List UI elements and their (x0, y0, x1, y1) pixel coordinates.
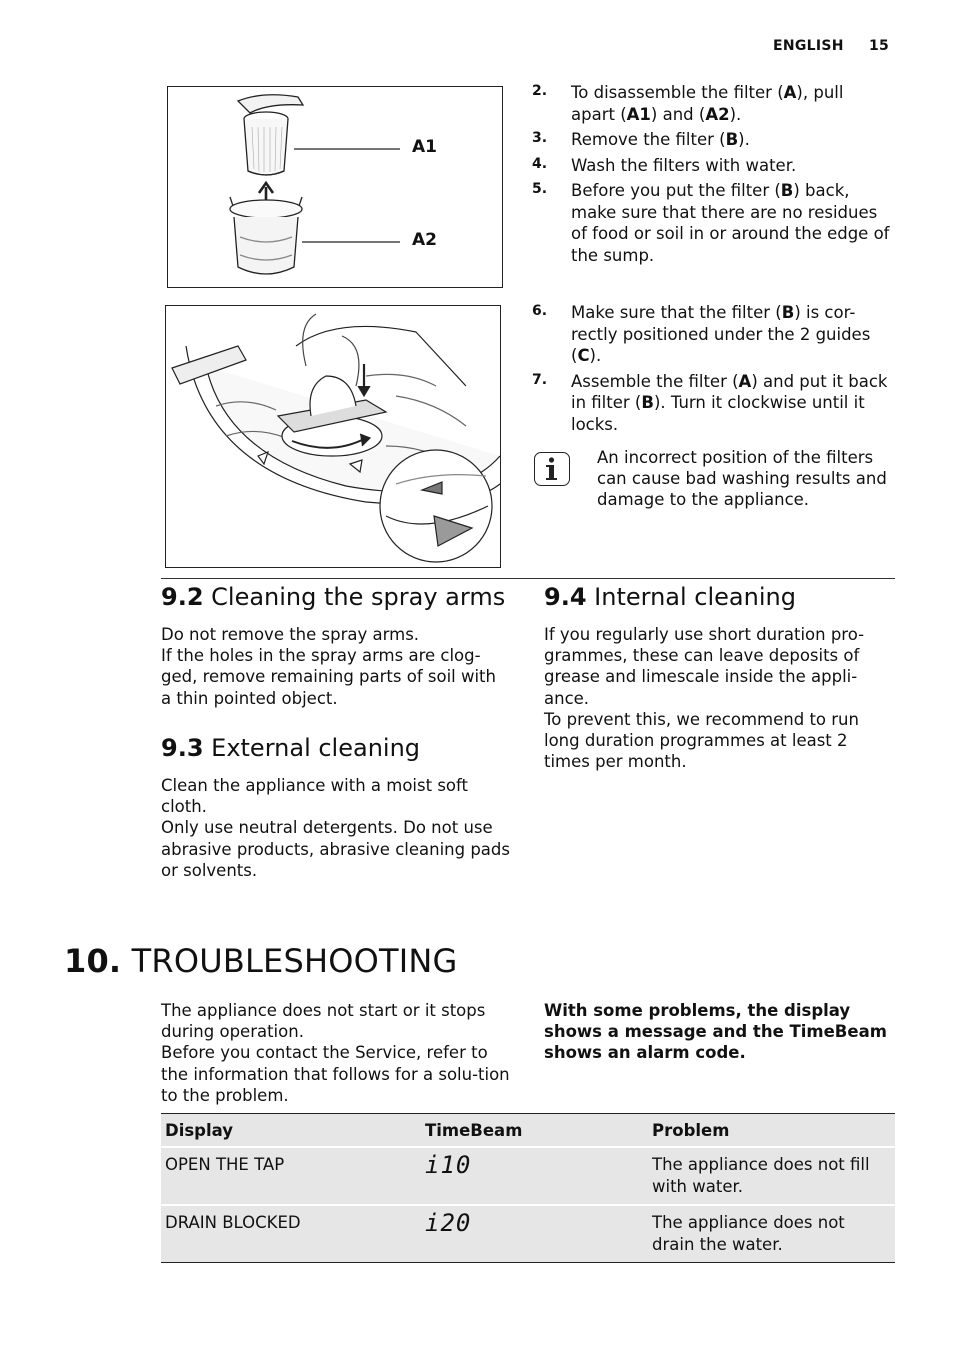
table-header-row (161, 1114, 895, 1148)
page-number: 15 (869, 38, 890, 54)
step-item (532, 82, 892, 125)
label-a1: A1 (412, 137, 437, 157)
section-9-2-number: 9.2 (161, 583, 204, 611)
column-header-problem: Problem (648, 1114, 895, 1148)
step-item (532, 371, 892, 436)
troubleshooting-alarm-note: With some problems, the display shows a message and the TimeBeam shows an alarm code. (544, 1001, 887, 1063)
troubleshooting-intro-paragraph-2: Before you contact the Service, refer to the information that follows for a solu-tion to the problem. (161, 1043, 510, 1105)
chapter-10-number: 10. (64, 942, 122, 980)
section-9-4-title: Internal cleaning (594, 583, 796, 611)
section-9-4-paragraph-1: If you regularly use short duration pro-grammes, these can leave deposits of grease and limescale inside the appli-ance. (544, 625, 865, 708)
label-a2: A2 (412, 230, 437, 250)
section-9-3-heading (161, 733, 420, 763)
section-9-2-paragraph-2: If the holes in the spray arms are clog-ged, remove remaining parts of soil with a thin pointed object. (161, 646, 496, 708)
step-text: Before you put the filter (B) back, make sure that there are no residues of food or soil in or around the edge of the sump. (571, 181, 890, 265)
cell-display: OPEN THE TAP (161, 1147, 421, 1205)
section-9-4-number: 9.4 (544, 583, 587, 611)
column-header-timebeam: TimeBeam (421, 1114, 648, 1148)
filter-installation-figure (165, 305, 501, 568)
step-text: Remove the filter (B). (571, 130, 750, 149)
table-row (161, 1147, 895, 1205)
cell-display: DRAIN BLOCKED (161, 1205, 421, 1263)
step-text: To disassemble the filter (A), pull apart (A1) and (A2). (571, 83, 844, 124)
info-icon (534, 452, 570, 486)
step-number: 5. (532, 181, 548, 197)
cell-timebeam (421, 1205, 648, 1263)
cell-problem: The appliance does not drain the water. (648, 1205, 895, 1263)
section-9-3-body (161, 775, 511, 881)
step-text: Make sure that the filter (B) is cor-rectly positioned under the 2 guides (C). (571, 303, 871, 365)
step-text: Assemble the filter (A) and put it back in filter (B). Turn it clockwise until it locks. (571, 371, 888, 434)
step-number: 7. (532, 371, 548, 388)
section-9-4-body (544, 624, 884, 772)
section-9-2-body (161, 624, 511, 709)
alarm-code: i10 (425, 1151, 472, 1179)
section-9-2-heading (161, 582, 505, 612)
section-9-2-title: Cleaning the spray arms (211, 583, 506, 611)
table-row (161, 1205, 895, 1263)
section-9-4-paragraph-2: To prevent this, we recommend to run long duration programmes at least 2 times per month. (544, 709, 859, 772)
filter-disassembly-figure (167, 86, 503, 288)
column-header-display: Display (161, 1114, 421, 1148)
step-number: 6. (532, 303, 548, 319)
step-item (532, 180, 892, 266)
filter-illustration (168, 87, 502, 287)
step-number: 3. (532, 130, 548, 146)
cell-problem: The appliance does not fill with water. (648, 1147, 895, 1205)
troubleshooting-intro-paragraph-1: The appliance does not start or it stops during operation. (161, 1001, 486, 1042)
chapter-10-heading (64, 941, 458, 981)
step-number: 2. (532, 83, 548, 99)
step-number: 4. (532, 155, 548, 172)
section-divider (161, 578, 895, 579)
steps-list-b (532, 302, 892, 439)
troubleshooting-table (161, 1113, 895, 1263)
section-9-3-paragraph-2: Only use neutral detergents. Do not use abrasive products, abrasive cleaning pads or solvents. (161, 818, 510, 880)
section-9-3-paragraph-1: Clean the appliance with a moist soft cloth. (161, 776, 469, 817)
troubleshooting-intro (161, 1000, 511, 1106)
header-language: ENGLISH (773, 38, 844, 54)
step-item (532, 129, 892, 151)
step-item (532, 155, 892, 177)
steps-list-a (532, 82, 892, 270)
step-text: Wash the filters with water. (571, 155, 797, 175)
section-9-3-title: External cleaning (211, 734, 421, 762)
section-9-2-paragraph-1: Do not remove the spray arms. (161, 625, 420, 644)
sump-illustration (166, 306, 500, 567)
section-9-3-number: 9.3 (161, 734, 204, 762)
step-item (532, 302, 892, 367)
section-9-4-heading (544, 582, 796, 612)
alarm-code: i20 (425, 1209, 472, 1237)
info-note: An incorrect position of the filters can cause bad washing results and damage to the appliance. (597, 448, 887, 510)
chapter-10-title: TROUBLESHOOTING (131, 942, 458, 980)
cell-timebeam (421, 1147, 648, 1205)
